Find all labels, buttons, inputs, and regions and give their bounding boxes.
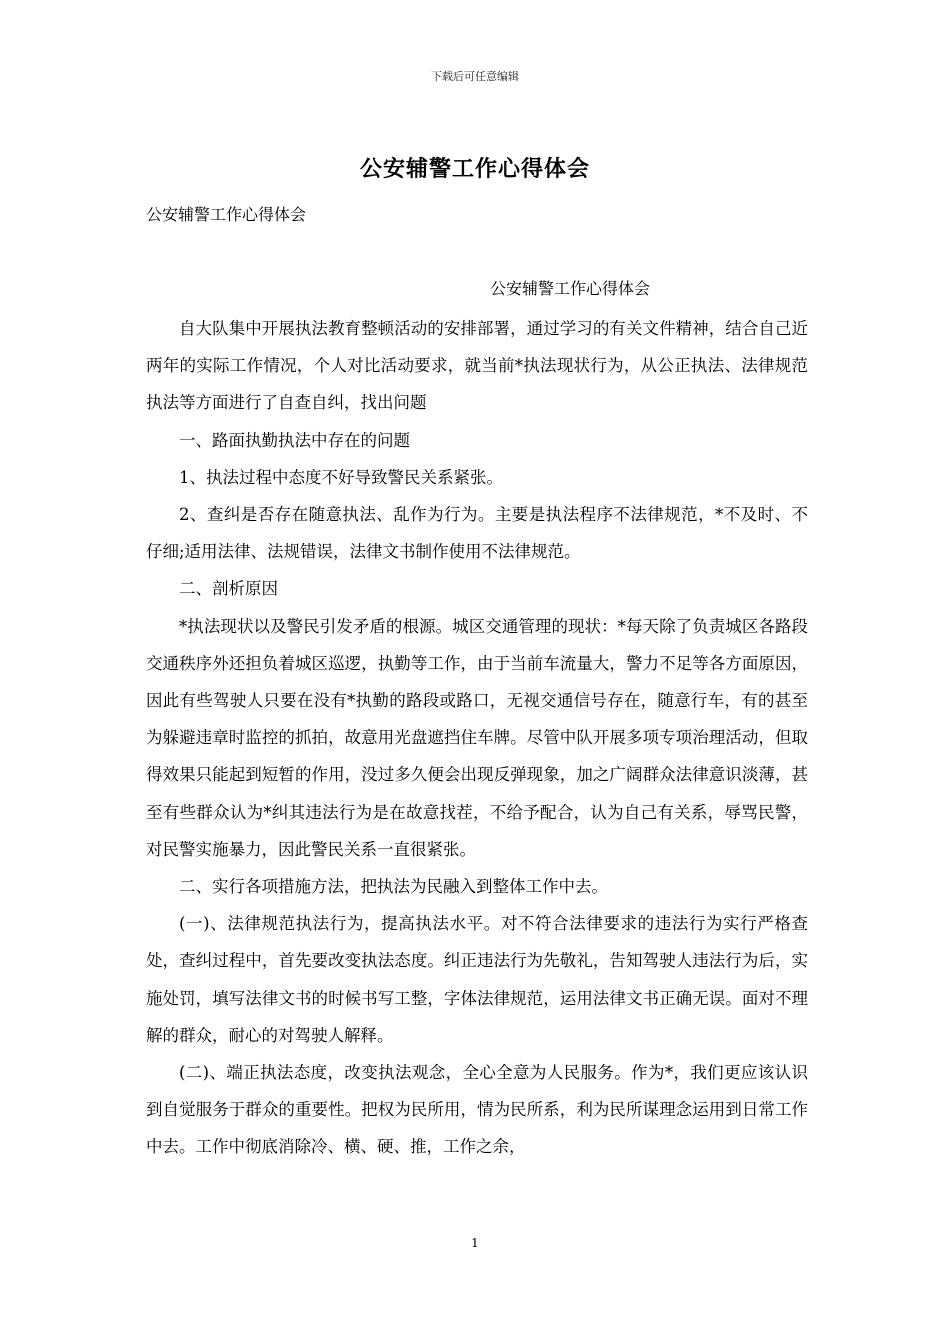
paragraph: 二、剖析原因 [179,579,278,599]
paragraph: 自大队集中开展执法教育整顿活动的安排部署，通过学习的有关文件精神，结合自己近两年的实际工作情况，个人对比活动要求，就当前*执法现状行为，从公正执法、法律规范执法等方面进行了自查自纠，找出问题 [146,319,808,413]
paragraph: (一)、法律规范执法行为，提高执法水平。对不符合法律要求的违法行为实行严格查处，查纠过程中，首先要改变执法态度。纠正违法行为先敬礼，告知驾驶人违法行为后，实施处罚，填写法律文书的时候书写工整，字体法律规范，运用法律文书正确无误。面对不理解的群众，耐心的对驾驶人解释。 [146,914,808,1045]
document-title: 公安辅警工作心得体会 [359,156,590,182]
section-title: 公安辅警工作心得体会 [490,279,651,298]
paragraph: 1、执法过程中态度不好导致警民关系紧张。 [179,467,503,487]
paragraph: 二、实行各项措施方法，把执法为民融入到整体工作中去。 [179,877,608,897]
paragraph: (二)、端正执法态度，改变执法观念，全心全意为人民服务。作为*，我们更应该认识到自觉服务于群众的重要性。把权为民所用，情为民所系，利为民所谋理念运用到日常工作中去。工作中彻底消除冷、横、硬、推，工作之余， [146,1063,808,1157]
paragraph: 2、查纠是否存在随意执法、乱作为行为。主要是执法程序不法律规范，*不及时、不仔细;适用法律、法规错误，法律文书制作使用不法律规范。 [146,505,808,562]
document-body [146,310,808,1166]
document-subtitle: 公安辅警工作心得体会 [146,205,307,224]
paragraph: *执法现状以及警民引发矛盾的根源。城区交通管理的现状：*每天除了负责城区各路段交通秩序外还担负着城区巡逻，执勤等工作，由于当前车流量大，警力不足等各方面原因，因此有些驾驶人只要在没有*执勤的路段或路口，无视交通信号存在，随意行车，有的甚至为躲避违章时监控的抓拍，故意用光盘遮挡住车牌。尽管中队开展多项专项治理活动，但取得效果只能起到短暂的作用，没过多久便会出现反弹现象，加之广阔群众法律意识淡薄，甚至有些群众认为*纠其违法行为是在故意找茬，不给予配合，认为自己有关系，辱骂民警，对民警实施暴力，因此警民关系一直很紧张。 [146,616,808,859]
paragraph: 一、路面执勤执法中存在的问题 [179,430,410,450]
page-number: 1 [471,1236,479,1250]
header-note: 下载后可任意编辑 [431,70,519,83]
